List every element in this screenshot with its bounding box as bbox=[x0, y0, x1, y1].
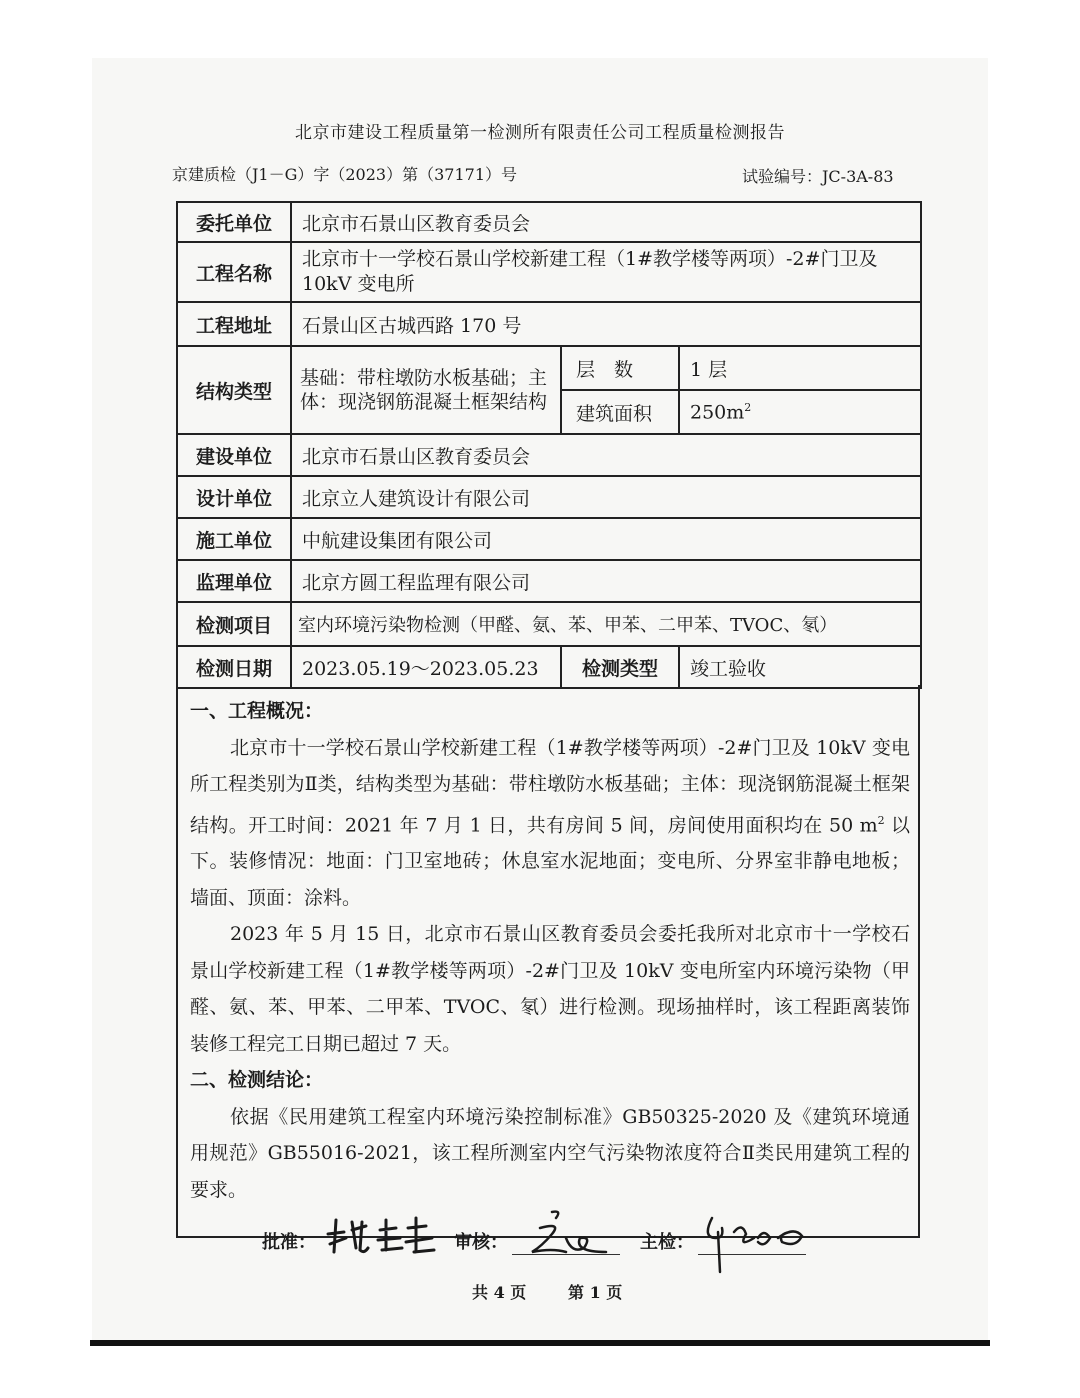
builder-label: 建设单位 bbox=[177, 434, 291, 476]
table-row bbox=[177, 602, 921, 646]
floors-value: 1 层 bbox=[679, 346, 921, 390]
overview-area-superscript: 2 bbox=[877, 813, 885, 827]
test-date-label: 检测日期 bbox=[177, 646, 291, 688]
area-cell bbox=[679, 390, 921, 434]
reviewer-signature-drawing bbox=[522, 1208, 622, 1264]
report-body bbox=[176, 685, 920, 1238]
table-row bbox=[177, 476, 921, 518]
overview-heading: 一、工程概况： bbox=[190, 700, 324, 722]
project-info-table bbox=[176, 201, 922, 689]
table-row bbox=[177, 242, 921, 302]
project-value: 北京市十一学校石景山学校新建工程（1#教学楼等两项）-2#门卫及10kV 变电所 bbox=[291, 242, 921, 302]
project-label: 工程名称 bbox=[177, 242, 291, 302]
builder-value: 北京市石景山区教育委员会 bbox=[291, 434, 921, 476]
test-number: 试验编号：JC-3A-83 bbox=[742, 167, 894, 186]
table-row bbox=[177, 646, 921, 688]
test-item-value: 室内环境污染物检测（甲醛、氨、苯、甲苯、二甲苯、TVOC、氡） bbox=[291, 602, 921, 646]
conclusion-heading: 二、检测结论： bbox=[190, 1069, 324, 1092]
test-date-value: 2023.05.19～2023.05.23 bbox=[291, 646, 561, 688]
scan-margin bbox=[0, 0, 88, 1398]
inspector-signature bbox=[698, 1208, 818, 1279]
overview-paragraph-1 bbox=[190, 730, 910, 917]
overview-paragraph-1-text-a: 北京市十一学校石景山学校新建工程（1#教学楼等两项）-2#门卫及 10kV 变电所工程类别为Ⅱ类，结构类型为基础：带柱墩防水板基础；主体：现浇钢筋混凝土框架结构。开工时间：2021 年 7 月 1 日，共有房间 5 间，房间使用面积均在 50 m bbox=[190, 736, 910, 836]
overview-paragraph-1-text-b: 以下。装修情况：地面：门卫室地砖；休息室水泥地面；变电所、分界室非静电地板；墙面、顶面：涂料。 bbox=[190, 813, 911, 909]
report-page bbox=[92, 58, 988, 1340]
table-row bbox=[177, 518, 921, 560]
structure-value: 基础：带柱墩防水板基础；主体：现浇钢筋混凝土框架结构 bbox=[291, 346, 561, 434]
current-page: 第 1 页 bbox=[568, 1283, 623, 1302]
conclusion-paragraph: 依据《民用建筑工程室内环境污染控制标准》GB50325-2020 及《建筑环境通用规范》GB55016-2021，该工程所测室内空气污染物浓度符合Ⅱ类民用建筑工程的要求。 bbox=[190, 1105, 910, 1201]
client-value: 北京市石景山区教育委员会 bbox=[291, 202, 921, 242]
address-label: 工程地址 bbox=[177, 302, 291, 346]
approver-signature-drawing bbox=[322, 1208, 452, 1260]
table-row bbox=[177, 202, 921, 242]
structure-label: 结构类型 bbox=[177, 346, 291, 434]
inspector-signature-drawing bbox=[698, 1208, 818, 1274]
test-item-label: 检测项目 bbox=[177, 602, 291, 646]
supervision-label: 监理单位 bbox=[177, 560, 291, 602]
reviewer-signature bbox=[522, 1208, 622, 1269]
overview-paragraph-2: 2023 年 5 月 15 日，北京市石景山区教育委员会委托我所对北京市十一学校石景山学校新建工程（1#教学楼等两项）-2#门卫及 10kV 变电所室内环境污染物（甲醛、氨、苯、甲苯、二甲苯、TVOC、氡）进行检测。现场抽样时，该工程距离装饰装修工程完工日期已超过 7 天。 bbox=[190, 923, 910, 1055]
total-pages: 共 4 页 bbox=[472, 1283, 527, 1302]
test-type-value: 竣工验收 bbox=[679, 646, 921, 688]
table-row bbox=[177, 434, 921, 476]
report-title: 北京市建设工程质量第一检测所有限责任公司工程质量检测报告 bbox=[295, 123, 785, 143]
area-value: 250m bbox=[690, 401, 745, 424]
area-label: 建筑面积 bbox=[561, 390, 679, 434]
table-row bbox=[177, 560, 921, 602]
design-label: 设计单位 bbox=[177, 476, 291, 518]
document-number: 京建质检（J1－G）字（2023）第（37171）号 bbox=[172, 165, 517, 184]
approve-label: 批准： bbox=[262, 1232, 316, 1253]
supervision-value: 北京方圆工程监理有限公司 bbox=[291, 560, 921, 602]
construction-label: 施工单位 bbox=[177, 518, 291, 560]
table-row bbox=[177, 346, 921, 390]
area-unit-superscript: 2 bbox=[744, 400, 752, 414]
table-row bbox=[177, 302, 921, 346]
design-value: 北京立人建筑设计有限公司 bbox=[291, 476, 921, 518]
review-label: 审核： bbox=[454, 1232, 508, 1253]
scan-bottom-edge bbox=[90, 1340, 990, 1346]
test-type-label: 检测类型 bbox=[561, 646, 679, 688]
signature-row bbox=[92, 1220, 988, 1260]
inspect-label: 主检： bbox=[640, 1232, 694, 1253]
floors-label: 层 数 bbox=[561, 346, 679, 390]
construction-value: 中航建设集团有限公司 bbox=[291, 518, 921, 560]
client-label: 委托单位 bbox=[177, 202, 291, 242]
approver-signature bbox=[322, 1208, 452, 1265]
address-value: 石景山区古城西路 170 号 bbox=[291, 302, 921, 346]
report-body-text bbox=[190, 693, 910, 1208]
